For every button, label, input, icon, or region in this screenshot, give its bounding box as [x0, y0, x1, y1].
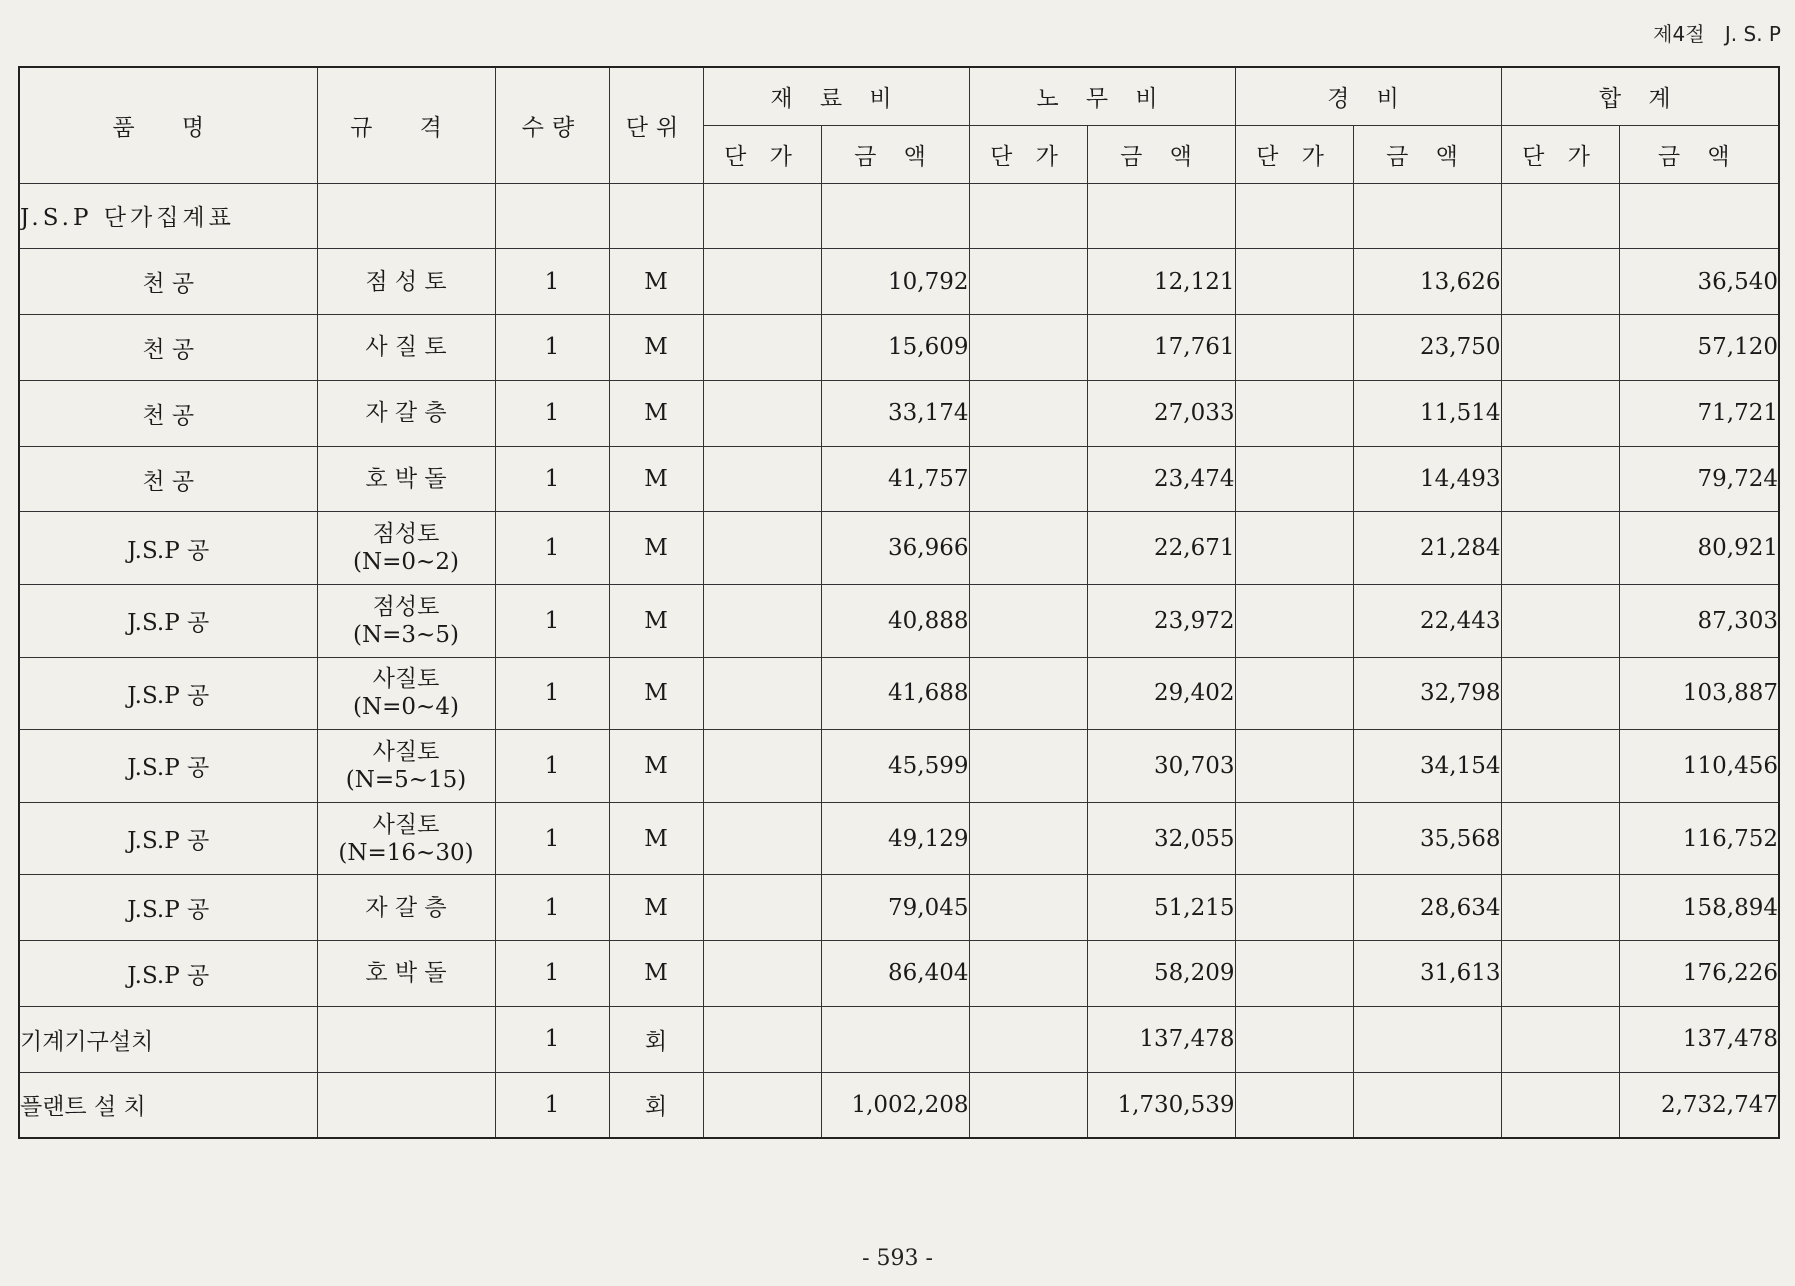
spec-line-2: (N=0~4): [353, 694, 459, 721]
material-amount: 49,129: [821, 802, 969, 875]
item-name: 기계기구설치: [19, 1006, 317, 1072]
expense-amount: 34,154: [1353, 730, 1501, 803]
expense-amount: 35,568: [1353, 802, 1501, 875]
item-unit: 회: [609, 1006, 703, 1072]
expense-amount: 14,493: [1353, 446, 1501, 512]
total-unit-price: [1501, 249, 1619, 315]
material-amount: 41,757: [821, 446, 969, 512]
material-amount: 15,609: [821, 315, 969, 381]
item-name: J.S.P 공: [19, 512, 317, 585]
total-amount: 103,887: [1619, 657, 1779, 730]
item-unit: M: [609, 584, 703, 657]
labor-unit-price: [969, 1072, 1087, 1138]
item-unit: M: [609, 730, 703, 803]
item-name: 플랜트 설 치: [19, 1072, 317, 1138]
labor-amount: 17,761: [1087, 315, 1235, 381]
spec-line-2: (N=0~2): [353, 549, 459, 576]
table-row: [19, 657, 1779, 730]
labor-amount: 29,402: [1087, 657, 1235, 730]
expense-unit-price: [1235, 1072, 1353, 1138]
item-unit: M: [609, 380, 703, 446]
item-qty: 1: [495, 941, 609, 1007]
item-unit: M: [609, 875, 703, 941]
labor-unit-price: [969, 512, 1087, 585]
expense-amount: 28,634: [1353, 875, 1501, 941]
col-total-unit-price: 단 가: [1501, 125, 1619, 183]
material-amount: 33,174: [821, 380, 969, 446]
item-spec: [317, 446, 495, 512]
col-labor: 노 무 비: [969, 67, 1235, 125]
expense-unit-price: [1235, 380, 1353, 446]
table-title-row: [19, 183, 1779, 249]
material-unit-price: [703, 875, 821, 941]
item-name: 천 공: [19, 249, 317, 315]
expense-amount: 21,284: [1353, 512, 1501, 585]
item-unit: M: [609, 802, 703, 875]
labor-amount: 51,215: [1087, 875, 1235, 941]
total-amount: 2,732,747: [1619, 1072, 1779, 1138]
item-qty: 1: [495, 512, 609, 585]
material-unit-price: [703, 584, 821, 657]
material-unit-price: [703, 730, 821, 803]
item-qty: 1: [495, 730, 609, 803]
item-spec: [317, 249, 495, 315]
col-expense-amount: 금 액: [1353, 125, 1501, 183]
total-amount: 87,303: [1619, 584, 1779, 657]
expense-unit-price: [1235, 315, 1353, 381]
item-unit: M: [609, 249, 703, 315]
item-spec: [317, 1006, 495, 1072]
item-unit: M: [609, 446, 703, 512]
item-unit: 회: [609, 1072, 703, 1138]
section-label: 제4절: [1653, 22, 1705, 46]
spec-line-1: 사질토: [372, 738, 440, 765]
spec-line-1: 점성토: [372, 593, 440, 620]
expense-unit-price: [1235, 802, 1353, 875]
item-name: 천 공: [19, 446, 317, 512]
spec-line-2: (N=3~5): [353, 621, 459, 648]
expense-unit-price: [1235, 941, 1353, 1007]
table-row: [19, 315, 1779, 381]
expense-unit-price: [1235, 657, 1353, 730]
labor-unit-price: [969, 941, 1087, 1007]
item-spec: [317, 584, 495, 657]
item-qty: 1: [495, 380, 609, 446]
expense-amount: [1353, 1006, 1501, 1072]
spec-line-1: 호 박 돌: [365, 960, 447, 987]
table-row: [19, 1072, 1779, 1138]
total-amount: 79,724: [1619, 446, 1779, 512]
table-row: [19, 380, 1779, 446]
spec-line-1: 사 질 토: [365, 334, 447, 361]
expense-amount: 23,750: [1353, 315, 1501, 381]
item-unit: M: [609, 657, 703, 730]
item-spec: [317, 875, 495, 941]
labor-unit-price: [969, 584, 1087, 657]
spec-line-1: 점 성 토: [365, 268, 447, 295]
spec-line-1: 사질토: [372, 811, 440, 838]
item-qty: 1: [495, 802, 609, 875]
spec-line-1: 사질토: [372, 666, 440, 693]
item-name: J.S.P 공: [19, 875, 317, 941]
material-unit-price: [703, 1072, 821, 1138]
topic-label: J. S. P: [1724, 22, 1781, 46]
item-name: J.S.P 공: [19, 584, 317, 657]
expense-unit-price: [1235, 512, 1353, 585]
item-name: J.S.P 공: [19, 941, 317, 1007]
total-unit-price: [1501, 875, 1619, 941]
col-labor-unit-price: 단 가: [969, 125, 1087, 183]
material-amount: [821, 1006, 969, 1072]
labor-amount: 23,972: [1087, 584, 1235, 657]
table-row: [19, 941, 1779, 1007]
item-qty: 1: [495, 875, 609, 941]
spec-line-1: 자 갈 층: [365, 400, 447, 427]
total-unit-price: [1501, 1072, 1619, 1138]
item-qty: 1: [495, 249, 609, 315]
labor-unit-price: [969, 730, 1087, 803]
page-number: - 593 -: [862, 1246, 933, 1271]
labor-amount: 30,703: [1087, 730, 1235, 803]
total-unit-price: [1501, 730, 1619, 803]
material-unit-price: [703, 1006, 821, 1072]
col-item: 품 명: [19, 67, 317, 183]
material-unit-price: [703, 380, 821, 446]
item-name: J.S.P 공: [19, 802, 317, 875]
expense-amount: 32,798: [1353, 657, 1501, 730]
item-qty: 1: [495, 1006, 609, 1072]
item-qty: 1: [495, 446, 609, 512]
total-unit-price: [1501, 657, 1619, 730]
item-name: 천 공: [19, 380, 317, 446]
expense-amount: [1353, 1072, 1501, 1138]
total-amount: 158,894: [1619, 875, 1779, 941]
item-spec: [317, 1072, 495, 1138]
expense-unit-price: [1235, 1006, 1353, 1072]
total-unit-price: [1501, 380, 1619, 446]
total-amount: 137,478: [1619, 1006, 1779, 1072]
col-material-amount: 금 액: [821, 125, 969, 183]
material-amount: 86,404: [821, 941, 969, 1007]
col-material-unit-price: 단 가: [703, 125, 821, 183]
col-expense: 경 비: [1235, 67, 1501, 125]
expense-unit-price: [1235, 875, 1353, 941]
labor-unit-price: [969, 802, 1087, 875]
material-unit-price: [703, 512, 821, 585]
labor-amount: 27,033: [1087, 380, 1235, 446]
item-qty: 1: [495, 584, 609, 657]
total-amount: 36,540: [1619, 249, 1779, 315]
spec-line-2: (N=5~15): [345, 766, 467, 793]
expense-amount: 11,514: [1353, 380, 1501, 446]
item-qty: 1: [495, 657, 609, 730]
spec-line-1: 점성토: [372, 521, 440, 548]
total-amount: 116,752: [1619, 802, 1779, 875]
item-spec: [317, 380, 495, 446]
col-spec: 규 격: [317, 67, 495, 183]
material-amount: 45,599: [821, 730, 969, 803]
spec-line-1: 호 박 돌: [365, 466, 447, 493]
item-spec: [317, 315, 495, 381]
item-spec: [317, 941, 495, 1007]
table-row: [19, 446, 1779, 512]
col-qty: 수량: [495, 67, 609, 183]
table-row: [19, 802, 1779, 875]
cost-summary-table: [18, 66, 1780, 1139]
table-row: [19, 1006, 1779, 1072]
table-row: [19, 584, 1779, 657]
item-spec: [317, 730, 495, 803]
col-total-amount: 금 액: [1619, 125, 1779, 183]
item-unit: M: [609, 941, 703, 1007]
item-unit: M: [609, 512, 703, 585]
total-amount: 110,456: [1619, 730, 1779, 803]
table-row: [19, 875, 1779, 941]
total-amount: 80,921: [1619, 512, 1779, 585]
item-qty: 1: [495, 315, 609, 381]
col-labor-amount: 금 액: [1087, 125, 1235, 183]
item-spec: [317, 802, 495, 875]
expense-amount: 22,443: [1353, 584, 1501, 657]
material-amount: 10,792: [821, 249, 969, 315]
item-unit: M: [609, 315, 703, 381]
expense-unit-price: [1235, 249, 1353, 315]
material-amount: 1,002,208: [821, 1072, 969, 1138]
total-amount: 71,721: [1619, 380, 1779, 446]
item-qty: 1: [495, 1072, 609, 1138]
material-amount: 79,045: [821, 875, 969, 941]
material-unit-price: [703, 657, 821, 730]
spec-line-1: 자 갈 층: [365, 894, 447, 921]
material-amount: 40,888: [821, 584, 969, 657]
expense-unit-price: [1235, 730, 1353, 803]
labor-unit-price: [969, 315, 1087, 381]
total-unit-price: [1501, 512, 1619, 585]
spec-line-2: (N=16~30): [338, 839, 474, 866]
total-unit-price: [1501, 584, 1619, 657]
labor-amount: 32,055: [1087, 802, 1235, 875]
col-total: 합 계: [1501, 67, 1779, 125]
table-row: [19, 249, 1779, 315]
col-unit: 단위: [609, 67, 703, 183]
col-material: 재 료 비: [703, 67, 969, 125]
item-name: J.S.P 공: [19, 657, 317, 730]
total-unit-price: [1501, 802, 1619, 875]
expense-unit-price: [1235, 584, 1353, 657]
total-amount: 176,226: [1619, 941, 1779, 1007]
labor-unit-price: [969, 249, 1087, 315]
col-expense-unit-price: 단 가: [1235, 125, 1353, 183]
labor-amount: 12,121: [1087, 249, 1235, 315]
material-unit-price: [703, 446, 821, 512]
total-amount: 57,120: [1619, 315, 1779, 381]
labor-unit-price: [969, 380, 1087, 446]
labor-amount: 23,474: [1087, 446, 1235, 512]
expense-unit-price: [1235, 446, 1353, 512]
item-spec: [317, 657, 495, 730]
table-title: J.S.P 단가집계표: [19, 183, 317, 249]
expense-amount: 13,626: [1353, 249, 1501, 315]
labor-unit-price: [969, 1006, 1087, 1072]
expense-amount: 31,613: [1353, 941, 1501, 1007]
labor-unit-price: [969, 446, 1087, 512]
labor-unit-price: [969, 657, 1087, 730]
material-amount: 36,966: [821, 512, 969, 585]
item-name: J.S.P 공: [19, 730, 317, 803]
total-unit-price: [1501, 1006, 1619, 1072]
labor-amount: 22,671: [1087, 512, 1235, 585]
material-unit-price: [703, 941, 821, 1007]
table-row: [19, 730, 1779, 803]
material-unit-price: [703, 802, 821, 875]
total-unit-price: [1501, 315, 1619, 381]
total-unit-price: [1501, 446, 1619, 512]
table-row: [19, 512, 1779, 585]
page-header: [1639, 18, 1781, 47]
total-unit-price: [1501, 941, 1619, 1007]
material-unit-price: [703, 315, 821, 381]
item-name: 천 공: [19, 315, 317, 381]
labor-amount: 1,730,539: [1087, 1072, 1235, 1138]
material-unit-price: [703, 249, 821, 315]
labor-amount: 58,209: [1087, 941, 1235, 1007]
material-amount: 41,688: [821, 657, 969, 730]
labor-amount: 137,478: [1087, 1006, 1235, 1072]
item-spec: [317, 512, 495, 585]
labor-unit-price: [969, 875, 1087, 941]
